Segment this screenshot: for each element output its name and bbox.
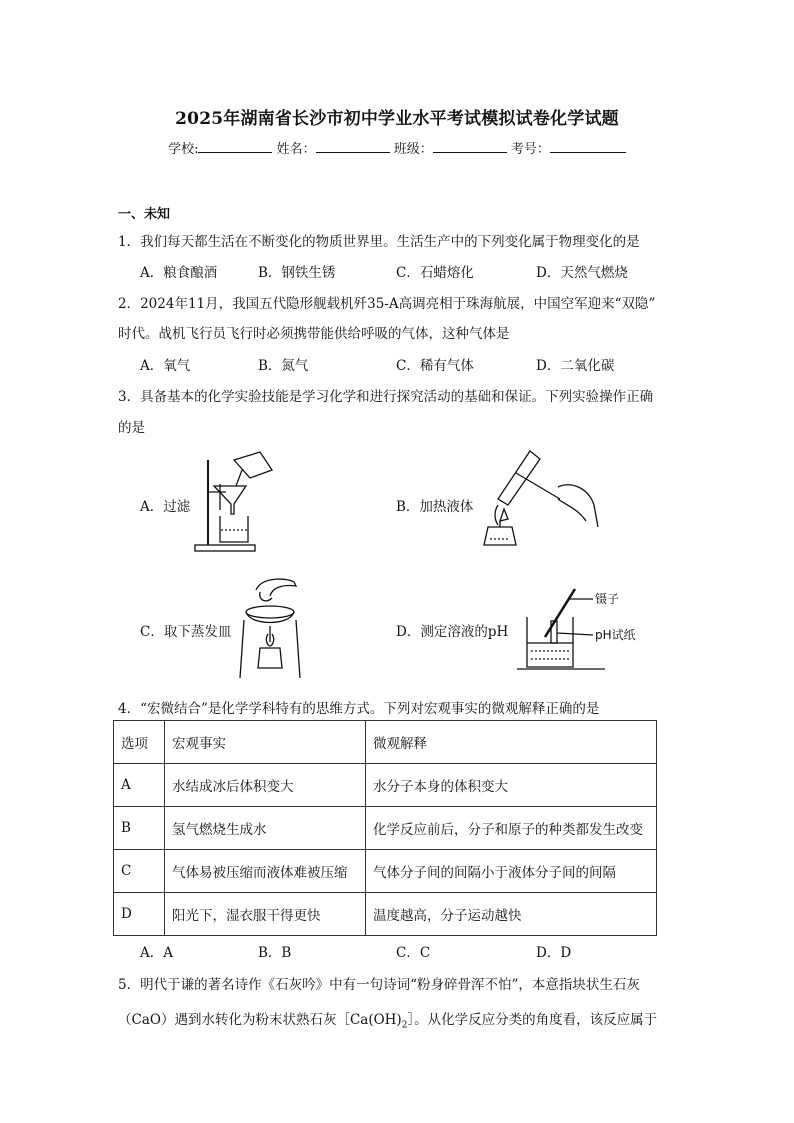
q4-option-d: D．D — [536, 945, 572, 961]
table-row — [114, 807, 657, 850]
table-cell: 化学反应前后，分子和原子的种类都发生改变 — [366, 807, 657, 850]
table-cell: 气体分子间的间隔小于液体分子间的间隔 — [366, 850, 657, 893]
table-header-cell: 宏观事实 — [165, 721, 366, 764]
q4-option-c: C．C — [396, 945, 431, 961]
table-row — [114, 764, 657, 807]
q1-stem: 1．我们每天都生活在不断变化的物质世界里。生活生产中的下列变化属于物理变化的是 — [118, 234, 640, 250]
q3-option-a: A．过滤 — [140, 499, 191, 515]
table-cell: D — [114, 893, 165, 936]
table-cell: 气体易被压缩而液体难被压缩 — [165, 850, 366, 893]
q4-table — [113, 720, 657, 936]
table-row — [114, 893, 657, 936]
q5-subscript: 2 — [401, 1020, 408, 1031]
number-blank[interactable] — [550, 138, 626, 153]
q4-stem: 4．“宏微结合”是化学学科特有的思维方式。下列对宏观事实的微观解释正确的是 — [118, 701, 600, 717]
q5-stem-line1: 5．明代于谦的著名诗作《石灰吟》中有一句诗词“粉身碎骨浑不怕”，本意指块状生石灰 — [118, 977, 640, 993]
table-cell: 水分子本身的体积变大 — [366, 764, 657, 807]
filtration-figure — [190, 448, 280, 556]
q2-option-c: C．稀有气体 — [396, 358, 474, 374]
school-label: 学校: — [168, 142, 199, 157]
school-blank[interactable] — [198, 138, 272, 153]
q3-option-c: C．取下蒸发皿 — [140, 624, 232, 640]
table-header-cell: 选项 — [114, 721, 165, 764]
class-blank[interactable] — [433, 138, 507, 153]
q4-option-b: B．B — [258, 945, 292, 961]
q2-option-a: A．氧气 — [140, 358, 191, 374]
class-label: 班级： — [393, 142, 433, 157]
table-cell: A — [114, 764, 165, 807]
q2-stem-line2: 时代。战机飞行员飞行时必须携带能供给呼吸的气体，这种气体是 — [118, 326, 510, 342]
table-cell: B — [114, 807, 165, 850]
name-blank[interactable] — [316, 138, 390, 153]
table-row — [114, 850, 657, 893]
q4-option-a: A．A — [140, 945, 173, 961]
student-info-line — [0, 138, 794, 157]
q3-option-d: D．测定溶液的pH — [396, 624, 509, 640]
q2-stem-line1: 2．2024年11月，我国五代隐形舰载机歼35-A高调亮相于珠海航展，中国空军迎来“双隐” — [118, 296, 656, 312]
q2-option-b: B．氮气 — [258, 358, 309, 374]
q1-option-c: C．石蜡熔化 — [396, 265, 474, 281]
table-header-row — [114, 721, 657, 764]
table-cell: 阳光下，湿衣服干得更快 — [165, 893, 366, 936]
q5-stem-line2 — [118, 1008, 657, 1031]
tweezers-label: 镊子 — [595, 592, 620, 606]
q2-option-d: D．二氧化碳 — [536, 358, 615, 374]
ph-paper-label: pH试纸 — [595, 628, 636, 642]
q3-option-b: B．加热液体 — [396, 499, 474, 515]
heating-liquid-figure — [470, 447, 605, 555]
q3-stem-line1: 3．具备基本的化学实验技能是学习化学和进行探究活动的基础和保证。下列实验操作正确 — [118, 389, 654, 405]
q5-stem-line2-part2: ］。从化学反应分类的角度看，该反应属于 — [407, 1012, 658, 1028]
page-title: 2025年湖南省长沙市初中学业水平考试模拟试卷化学试题 — [175, 109, 619, 129]
table-cell: 水结成冰后体积变大 — [165, 764, 366, 807]
section-heading: 一、未知 — [118, 207, 171, 222]
q1-option-a: A．粮食酿酒 — [140, 265, 218, 281]
number-label: 考号： — [510, 142, 550, 157]
q3-stem-line2: 的是 — [118, 420, 145, 436]
q1-option-b: B．钢铁生锈 — [258, 265, 336, 281]
table-header-cell: 微观解释 — [366, 721, 657, 764]
table-cell: 温度越高，分子运动越快 — [366, 893, 657, 936]
q5-stem-line2-part1: （CaO）遇到水转化为粉末状熟石灰［Ca(OH) — [118, 1012, 402, 1028]
evaporating-dish-figure — [232, 572, 312, 680]
name-label: 姓名： — [276, 142, 316, 157]
table-cell: 氢气燃烧生成水 — [165, 807, 366, 850]
table-cell: C — [114, 850, 165, 893]
ph-measurement-figure — [515, 587, 655, 673]
q1-option-d: D．天然气燃烧 — [536, 265, 628, 281]
